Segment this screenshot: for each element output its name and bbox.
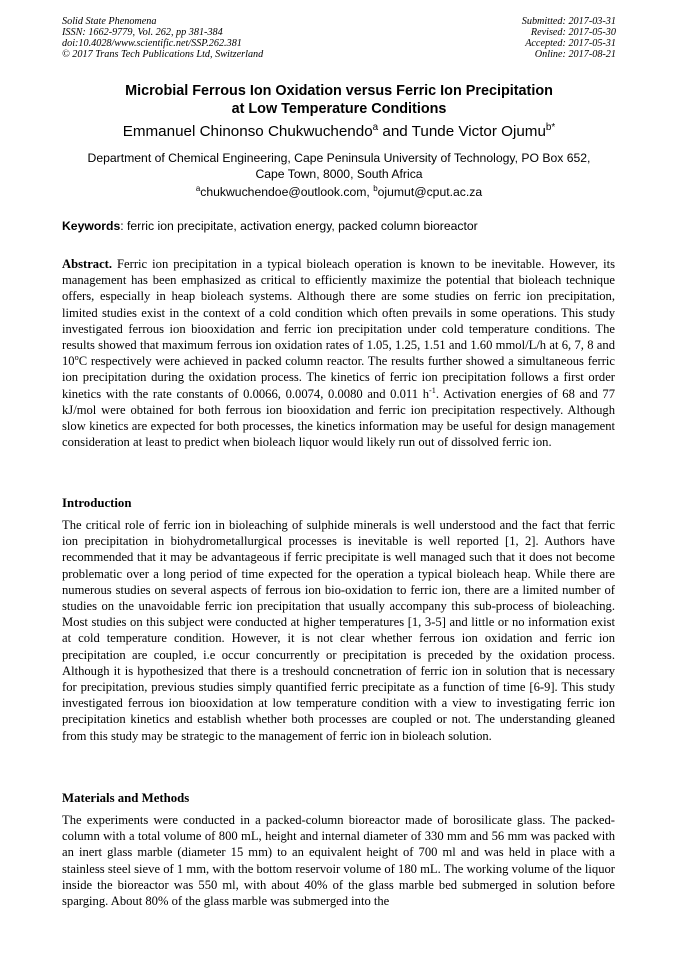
affiliation-line-2: Cape Town, 8000, South Africa	[255, 167, 423, 181]
degree-mark: o	[74, 353, 79, 363]
author-2-affil-mark: b*	[545, 121, 556, 133]
author-1: Emmanuel Chinonso Chukwuchendo	[122, 123, 373, 140]
abstract-text-2: C respectively were achieved in packed column reactor. The results further showed a simultaneous ferric ion precipitation during the oxidation process. The kinetics of ferric ion precipitation follows a first order kinetics with the rate constants of 0.0066, 0.0074, 0.0080 and 0.011 h	[62, 354, 615, 401]
accepted-date: Accepted: 2017-05-31	[525, 38, 616, 49]
journal-copyright: © 2017 Trans Tech Publications Ltd, Switzerland	[62, 49, 264, 60]
email-b-mark: b	[373, 183, 378, 193]
abstract	[62, 256, 615, 450]
abstract-label: Abstract.	[62, 257, 113, 271]
methods-text: The experiments were conducted in a packed-column bioreactor made of borosilicate glass. The packed-column with a total volume of 800 mL, height and internal diameter of 330 mm and 56 mm was packed with an inert glass marble (diameter 15 mm) to an equivalent height of 700 ml and was held in place with a stainless steel sieve of 1 mm, with the bottom reservoir volume of 180 mL. The working volume of the liquor inside the bioreactor was 550 ml, with about 40% of the glass marble bed submerged in solution before sparging. About 80% of the glass marble was submerged into the	[62, 813, 615, 909]
author-1-affil-mark: a	[372, 121, 379, 133]
keywords-text: : ferric ion precipitate, activation energy, packed column bioreactor	[120, 219, 478, 233]
title-line-2: at Low Temperature Conditions	[231, 101, 447, 117]
email-a: chukwuchendoe@outlook.com,	[200, 185, 374, 199]
email-a-mark: a	[195, 183, 201, 193]
affiliation-line-1: Department of Chemical Engineering, Cape Peninsula University of Technology, PO Box 652,	[87, 151, 591, 165]
methods-heading: Materials and Methods	[62, 791, 190, 805]
paper-title	[40, 82, 638, 118]
introduction-text: The critical role of ferric ion in bioleaching of sulphide minerals is well understood and the fact that ferric ion precipitation in biohydrometallurgical processes is inevitable is well reported [1, 2]. Authors have recommended that it may be advantageous if ferric precipitate is well managed such that it does not become problematic over a long period of time expected for the operation a typical bioleach heap. While there are numerous studies on several aspects of ferrous ion bio-oxidation to ferric ion, there are a limited number of studies on the unavoidable ferric ion precipitation that usually accompany this sub-process of bioleaching. Most studies on this subject were conducted at higher temperatures [1, 3-5] and little or no information exist at cold temperature condition. However, it is not clear whether ferrous ion oxidation and ferric ion precipitation are coupled, i.e occur concurrently or precipitation is preceded by the oxidation process. Although it is hypothesized that there is a treshould concnetration of ferric ion in solution that is necessary for precipitation, previous studies simply quantified ferric precipitate as a function of time [6-9]. This study investigated ferrous ion biooxidation at low temperature condition with a view to investigating ferric ion precipitation kinetics and establish whether both processes are coupled or not. The understanding gleaned from this study may be strategic to the management of ferric ion in bioleach solution.	[62, 518, 615, 743]
journal-issn: ISSN: 1662-9779, Vol. 262, pp 381-384	[62, 27, 223, 38]
online-date: Online: 2017-08-21	[534, 49, 616, 60]
keywords-label: Keywords	[62, 219, 121, 233]
author-conjunction: and	[378, 123, 412, 140]
journal-name: Solid State Phenomena	[62, 16, 157, 27]
inverse-hour-mark: -1	[429, 385, 436, 395]
title-line-1: Microbial Ferrous Ion Oxidation versus Ferric Ion Precipitation	[125, 83, 553, 99]
author-2: Tunde Victor Ojumu	[411, 123, 546, 140]
journal-info	[62, 16, 263, 60]
submission-dates	[522, 16, 616, 60]
revised-date: Revised: 2017-05-30	[530, 27, 616, 38]
author-emails	[40, 184, 638, 200]
abstract-text-1: Ferric ion precipitation in a typical bioleach operation is known to be inevitable. However, its management has been emphasized as critical to efficiently maximize the potential that bioleach technique offers, especially in heap bioleach systems. Although there are some studies on ferric ion precipitation, limited studies exist in the context of a cold condition which often prevails in some operations. This study investigated ferrous ion biooxidation and ferric ion precipitation under cold temperature conditions. The results showed that maximum ferrous ion oxidation rates of 1.05, 1.25, 1.51 and 1.60 mmol/L/h at 6, 7, 8 and 10	[62, 257, 615, 369]
introduction-heading: Introduction	[62, 496, 132, 510]
submitted-date: Submitted: 2017-03-31	[521, 16, 616, 27]
author-list	[40, 122, 638, 142]
keywords	[62, 218, 622, 234]
abstract-text-3: . Activation energies of 68 and 77 kJ/mol were obtained for both ferrous ion biooxidation and ferric ion precipitation respectively. Although slow kinetics are expected for both processes, the kinetics information may be useful for design management consideration at least to predict when bioleach liquor would likely run out of dissolved ferric ion.	[62, 386, 615, 450]
affiliation	[60, 150, 618, 182]
email-b: ojumut@cput.ac.za	[377, 185, 483, 199]
journal-doi: doi:10.4028/www.scientific.net/SSP.262.381	[62, 38, 242, 49]
